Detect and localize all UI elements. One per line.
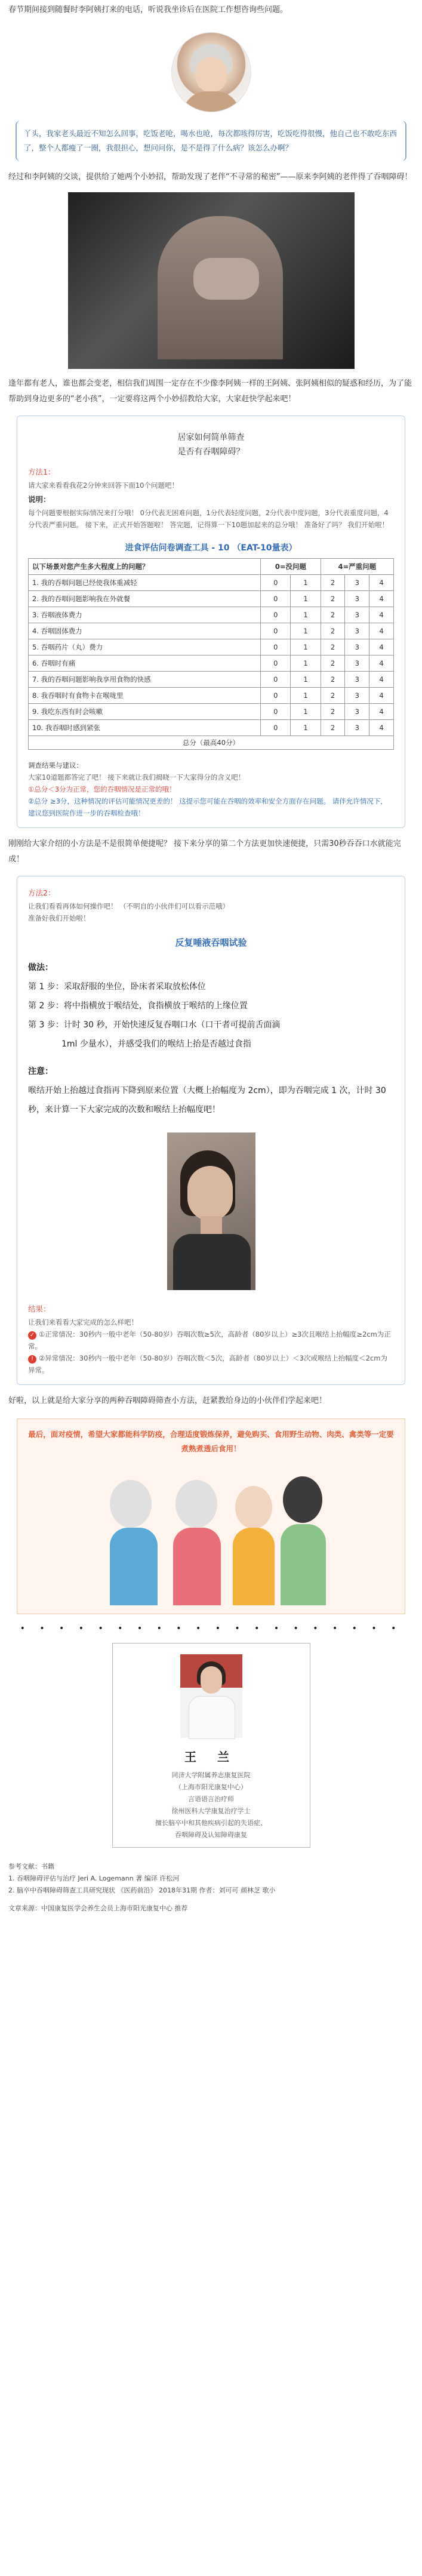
score-option[interactable]: 3	[345, 655, 369, 672]
intro-text: 春节期间接到随餐时李阿姨打来的电话，听说我坐诊后在医院工作想咨询些问题。	[8, 5, 288, 14]
score-option[interactable]: 1	[291, 607, 321, 623]
score-option[interactable]: 3	[345, 672, 369, 688]
alert-icon: !	[28, 1355, 36, 1364]
eat10-question: 10. 我吞咽时感到紧张	[29, 720, 261, 736]
paragraph-teach: 逢年都有老人，谁也都会变老，相信我们周围一定存在不少像李阿姨一样的王阿姨、张阿姨相似的疑惑和经历，为了能帮助到身边更多的“老小孩”，一定要将这两个小妙招教给大家，大家赶快学起来吧！	[8, 379, 412, 404]
head-question: 以下场景对您产生多大程度上的问题？	[29, 559, 261, 575]
eat10-row	[29, 607, 394, 623]
eat10-row	[29, 623, 394, 639]
eat10-row	[29, 720, 394, 736]
check-icon: ✓	[28, 1331, 36, 1340]
references: 参考文献：书籍 1. 吞咽障碍评估与治疗 Jeri A. Logemann 著 编译 许松河 2. 脑卒中吞咽障碍筛查工具研究现状 《医药前沿》 2018年31期 作者：刘可可 颜林芝 歌小 文章来源：中国康复医学会养生会员上海市阳光康复中心 推荐	[8, 1863, 276, 1912]
card1-title: 居家如何简单筛查 是否有吞咽障碍？	[177, 433, 245, 457]
score-option[interactable]: 0	[261, 672, 291, 688]
score-option[interactable]: 2	[321, 688, 345, 704]
score-option[interactable]: 4	[369, 639, 394, 655]
screening-card-2	[17, 876, 405, 1385]
quote-text: 丫头，我家老头最近不知怎么回事，吃饭老呛，喝水也呛，每次都咳得厉害，吃饭吃得很慢，他自己也不敢吃东西了，整个人都瘦了一圈，我很担心，想问问你，是不是得了什么病？该怎么办啊？	[24, 129, 398, 152]
score-option[interactable]: 0	[261, 607, 291, 623]
paragraph-discovery: 经过和李阿姨的交谈，提供给了她两个小妙招，帮助发现了老伴“不寻常的秘密”——原来李阿姨的老伴得了吞咽障碍！	[8, 173, 412, 181]
explain-text: 每个问题要根据实际情况来打分哦！ 0分代表无困难问题，1分代表轻度问题，2分代表中度问题，3分代表重度问题，4分代表严重问题。 接下来，正式开始答题啦！ 答完题，记得算一下10题加起来的总分哦！ 准备好了吗？ 我们开始啦！	[28, 509, 389, 529]
eat10-question: 4. 吞咽固体费力	[29, 623, 261, 639]
score-option[interactable]: 4	[369, 672, 394, 688]
score-option[interactable]: 1	[291, 672, 321, 688]
score-option[interactable]: 1	[291, 720, 321, 736]
score-option[interactable]: 3	[345, 720, 369, 736]
score-option[interactable]: 4	[369, 720, 394, 736]
score-option[interactable]: 2	[321, 704, 345, 720]
eat10-question: 6. 吞咽时有痛	[29, 655, 261, 672]
eat10-question: 3. 吞咽液体费力	[29, 607, 261, 623]
score-option[interactable]: 3	[345, 639, 369, 655]
score-option[interactable]: 2	[321, 720, 345, 736]
score-option[interactable]: 0	[261, 655, 291, 672]
throat-photo	[68, 192, 355, 369]
eat10-question: 7. 我的吞咽问题影响我享用食物的快感	[29, 672, 261, 688]
note-text: 喉结开始上抬越过食指再下降到原来位置（大概上抬幅度为 2cm），即为吞咽完成 1 次，计时 30 秒，来计算一下大家完成的次数和喉结上抬幅度吧！	[28, 1086, 386, 1115]
method1-text: 请大家来看看我花2分钟来回答下面10个问题吧！	[28, 481, 178, 490]
score-option[interactable]: 4	[369, 607, 394, 623]
score-option[interactable]: 1	[291, 591, 321, 607]
score-option[interactable]: 4	[369, 575, 394, 591]
grandma-avatar	[171, 32, 251, 112]
result2-label: 结果：	[28, 1304, 51, 1313]
avatar-row	[0, 32, 422, 112]
score-option[interactable]: 0	[261, 639, 291, 655]
banner-text: 最后，面对疫情，希望大家都能科学防疫，合理适度锻炼保养，避免购买、食用野生动物、肉类、禽类等一定要煮熟煮透后食用！	[28, 1430, 394, 1453]
score-option[interactable]: 4	[369, 688, 394, 704]
eat10-row	[29, 655, 394, 672]
score-option[interactable]: 2	[321, 672, 345, 688]
eat10-question: 9. 我吃东西有时会咳嗽	[29, 704, 261, 720]
score-option[interactable]: 3	[345, 704, 369, 720]
eat10-row	[29, 704, 394, 720]
head-4: 4=严重问题	[321, 559, 393, 575]
doctor-card	[112, 1643, 310, 1848]
score-option[interactable]: 1	[291, 688, 321, 704]
epidemic-banner	[17, 1418, 405, 1614]
score-option[interactable]: 3	[345, 591, 369, 607]
divider-dots: • • • • • • • • • • • • • • • • • • • •	[20, 1624, 402, 1633]
score-option[interactable]: 2	[321, 623, 345, 639]
method2-sub: 准备好我们开始啦！	[28, 914, 90, 922]
score-option[interactable]: 4	[369, 623, 394, 639]
eat10-title: 进食评估问卷调查工具 - 10 （EAT-10量表）	[125, 543, 297, 553]
score-option[interactable]: 2	[321, 575, 345, 591]
do-label: 做法：	[28, 963, 53, 972]
score-option[interactable]: 2	[321, 655, 345, 672]
eat10-question: 1. 我的吞咽问题已经使我体重减轻	[29, 575, 261, 591]
score-option[interactable]: 0	[261, 591, 291, 607]
eat10-row	[29, 672, 394, 688]
explain-label: 说明：	[28, 495, 51, 504]
score-option[interactable]: 4	[369, 704, 394, 720]
eat10-question: 2. 我的吞咽问题影响我在外就餐	[29, 591, 261, 607]
screening-card-1	[17, 416, 405, 828]
doctor-info: 同济大学附属养志康复医院 （上海市阳光康复中心） 言语语言治疗师 徐州医科大学康复治疗学士 擅长脑卒中和其他疾病引起的失语症、 吞咽障碍及认知障碍康复	[155, 1771, 267, 1839]
total-label: 总分（最高40分）	[29, 736, 394, 750]
demo-photo	[167, 1132, 255, 1290]
paragraph-transition: 刚刚给大家介绍的小方法是不是很简单便捷呢？ 接下来分享的第二个方法更加快速便捷，只需30秒吞吞口水就能完成！	[8, 839, 401, 864]
step-2: 第 2 步：将中指横放于喉结处，食指横放于喉结的上缘位置	[28, 1001, 248, 1011]
score-option[interactable]: 0	[261, 704, 291, 720]
rsst-title: 反复唾液吞咽试验	[175, 937, 247, 948]
step-3b: 1ml 少量水），并感受我们的喉结上抬是否越过食指	[61, 1039, 251, 1049]
result-block: 调查结果与建议： 大家10道题都答完了吧！ 接下来就让我们揭晓一下大家得分的含义吧！ ①总分＜3分为正常，您的吞咽情况是正常的哦！ ②总分 ≥3分，这种情况的评估可能情况更差的！ 这提示您可能在吞咽的效率和安全方面存在问题。 请伴允许情况下，建议您到医院作进一步的吞咽检查哦！	[28, 761, 387, 817]
eat10-row	[29, 575, 394, 591]
score-option[interactable]: 1	[291, 639, 321, 655]
paragraph-outro: 好啦，以上就是给大家分享的两种吞咽障碍筛查小方法，赶紧教给身边的小伙伴们学起来吧！	[8, 1396, 327, 1405]
score-option[interactable]: 2	[321, 591, 345, 607]
normal-result: ✓ ①正常情况：30秒内一般中老年（50-80岁）吞咽次数≥5次，高龄者（80岁以上）≥3次且喉结上抬幅度≥2cm为正常。	[28, 1330, 391, 1350]
score-option[interactable]: 4	[369, 655, 394, 672]
score-option[interactable]: 0	[261, 575, 291, 591]
score-option[interactable]: 3	[345, 607, 369, 623]
score-option[interactable]: 0	[261, 623, 291, 639]
eat10-question: 5. 吞咽药片（丸）费力	[29, 639, 261, 655]
result2-text: 让我们来看看大家完成的怎么样吧！	[28, 1318, 138, 1327]
note-label: 注意：	[28, 1067, 53, 1076]
method2-label: 方法2：	[28, 888, 56, 897]
abnormal-result: ! ②异常情况：30秒内一般中老年（50-80岁）吞咽次数＜5次，高龄者（80岁以上）＜3次或喉结上抬幅度＜2cm为异常。	[28, 1354, 387, 1374]
method1-label: 方法1：	[28, 467, 56, 476]
doctor-photo	[180, 1654, 242, 1738]
score-option[interactable]: 2	[321, 639, 345, 655]
score-option[interactable]: 1	[291, 655, 321, 672]
family-illustration	[86, 1462, 337, 1605]
quote-box	[16, 121, 406, 161]
method2-text: 让我们看看再体如何操作吧！ （不明自的小伙伴们可以看示范哦）	[28, 902, 230, 910]
score-option[interactable]: 1	[291, 704, 321, 720]
score-option[interactable]: 3	[345, 623, 369, 639]
eat10-row	[29, 639, 394, 655]
step-1: 第 1 步：采取舒服的坐位，卧床者采取放松体位	[28, 982, 206, 992]
score-option[interactable]: 3	[345, 688, 369, 704]
score-option[interactable]: 2	[321, 607, 345, 623]
eat10-table	[28, 558, 394, 750]
score-option[interactable]: 1	[291, 623, 321, 639]
doctor-name: 王 兰	[184, 1750, 238, 1764]
eat10-row	[29, 688, 394, 704]
score-option[interactable]: 0	[261, 688, 291, 704]
score-option[interactable]: 0	[261, 720, 291, 736]
score-option[interactable]: 4	[369, 591, 394, 607]
step-3a: 第 3 步：计时 30 秒，开始快速反复吞咽口水（口干者可提前舌面滴	[28, 1020, 281, 1030]
eat10-row	[29, 591, 394, 607]
eat10-question: 8. 我吞咽时有食物卡在喉咙里	[29, 688, 261, 704]
score-option[interactable]: 3	[345, 575, 369, 591]
head-0: 0=没问题	[261, 559, 321, 575]
score-option[interactable]: 1	[291, 575, 321, 591]
